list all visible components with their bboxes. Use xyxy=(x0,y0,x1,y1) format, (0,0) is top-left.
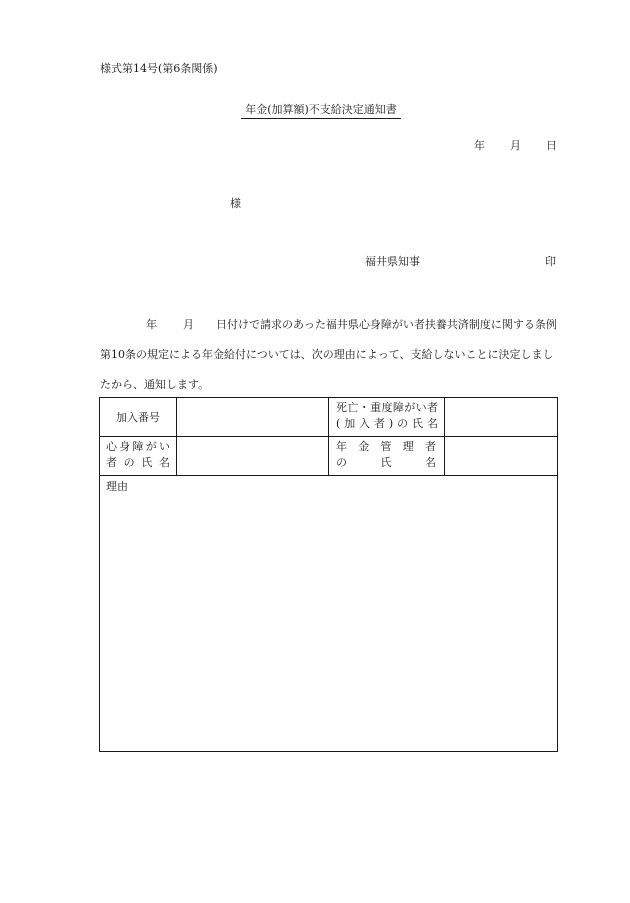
date-month-label: 月 xyxy=(510,139,521,152)
notice-table xyxy=(99,397,558,752)
date-year-label: 年 xyxy=(474,139,485,152)
disabled-person-name-field[interactable] xyxy=(177,437,328,475)
issuer-name: 福井県知事 xyxy=(365,255,420,268)
date-day-label: 日 xyxy=(546,139,557,152)
disabled-label-line1: 心 身 障 が い xyxy=(106,440,170,453)
enrollment-number-label: 加入番号 xyxy=(116,411,160,424)
pension-manager-name-label xyxy=(336,439,436,475)
body-year: 年 xyxy=(146,318,157,331)
pension-manager-label-line2: の 氏 名 xyxy=(336,456,436,469)
seal-mark: 印 xyxy=(545,255,556,268)
enrollment-number-field[interactable] xyxy=(177,398,328,436)
table-divider xyxy=(100,475,557,476)
reason-field[interactable] xyxy=(106,496,550,746)
form-number: 様式第14号(第6条関係) xyxy=(100,62,218,75)
disabled-person-name-label xyxy=(106,439,170,475)
pension-manager-label-line1: 年 金 管 理 者 xyxy=(336,440,436,453)
reason-label: 理由 xyxy=(106,480,128,493)
deceased-name-label xyxy=(336,400,438,436)
deceased-label-line1: 死 亡 ・ 重 度 障 が い 者 xyxy=(336,401,438,414)
pension-manager-name-field[interactable] xyxy=(445,437,557,475)
disabled-label-line2: 者 の 氏 名 xyxy=(106,456,170,469)
addressee-honorific: 様 xyxy=(230,197,241,210)
body-text: 日付けで請求のあった福井県心身障がい者扶養共済制度に関する条例第10条の規定による年金給付については、次の理由によって、支給しないことに決定しましたから、通知します。 xyxy=(100,318,557,391)
document-title: 年金(加算額)不支給決定通知書 xyxy=(241,103,401,119)
notice-body xyxy=(100,310,560,400)
deceased-name-field[interactable] xyxy=(445,398,557,436)
body-month: 月 xyxy=(183,318,194,331)
deceased-label-line2: ( 加 入 者 ) の 氏 名 xyxy=(336,417,438,430)
